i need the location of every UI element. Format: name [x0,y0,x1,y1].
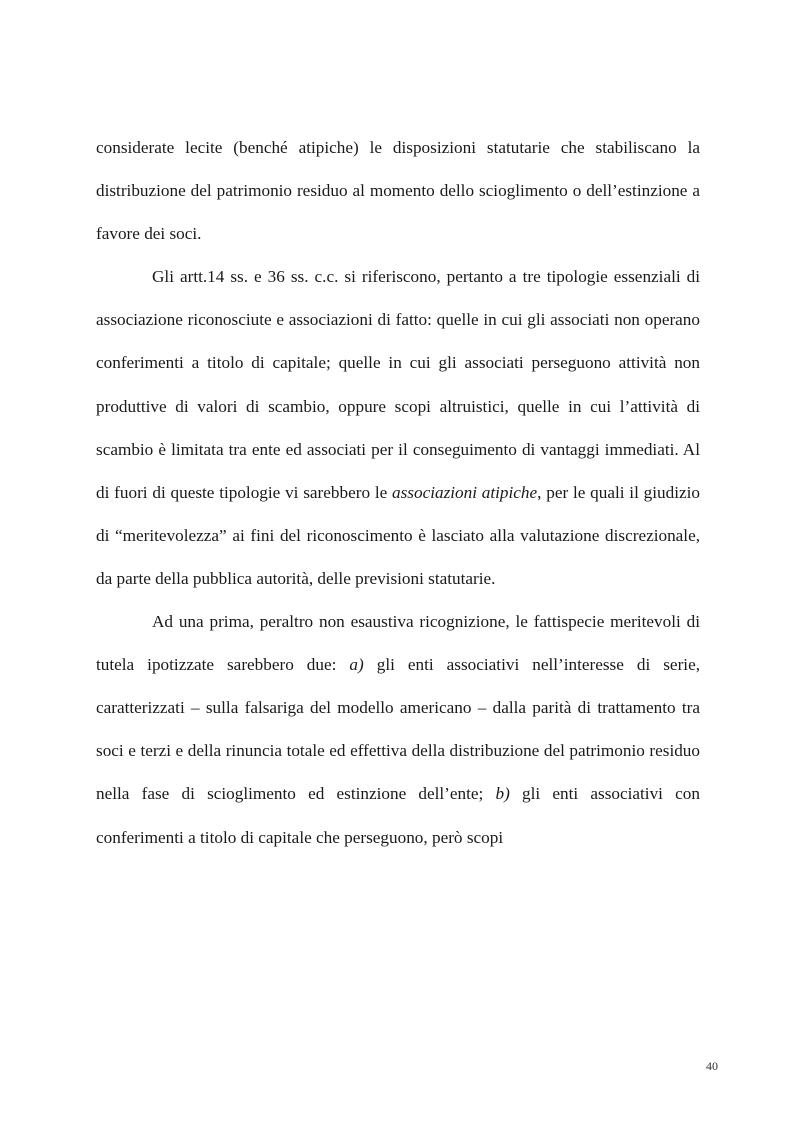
body-text [96,126,700,859]
list-marker-b: b) [495,784,510,804]
paragraph-1-text: considerate lecite (benché atipiche) le disposizioni statutarie che stabiliscano la distribuzione del patrimonio residuo al momento dello scioglimento o dell’estinzione a favore dei soci. [96,138,700,244]
paragraph-2-text-a: Gli artt.14 ss. e 36 ss. c.c. si riferiscono, pertanto a tre tipologie essenziali di associazione riconosciute e associazioni di fatto: quelle in cui gli associati non operano conferimenti a titolo di capitale; quelle in cui gli associati perseguono attività non produttive di valori di scambio, oppure scopi altruistici, quelle in cui l’attività di scambio è limitata tra ente ed associati per il conseguimento di vantaggi immediati. Al di fuori di queste tipologie vi sarebbero le [96,267,700,502]
paragraph-2-text-b: , per le quali il giudizio di “meritevolezza” ai fini del riconoscimento è lasciato alla valutazione discrezionale, da parte della pubblica autorità, delle previsioni statutarie. [96,482,700,588]
paragraph-1 [96,126,700,255]
paragraph-3 [96,600,700,859]
italic-term-associazioni-atipiche: associazioni atipiche [392,482,538,502]
page-number: 40 [706,1059,718,1073]
paragraph-2 [96,255,700,600]
list-marker-a: a) [349,655,364,675]
paragraph-3-text-c: gli enti associativi con conferimenti a titolo di capitale che perseguono, però scopi [96,784,700,847]
paragraph-3-text-a: Ad una prima, peraltro non esaustiva ricognizione, le fattispecie meritevoli di tutela ipotizzate sarebbero due: [96,612,700,675]
paragraph-3-text-b: gli enti associativi nell’interesse di serie, caratterizzati – sulla falsariga del modello americano – dalla parità di trattamento tra soci e terzi e della rinuncia totale ed effettiva della distribuzione del patrimonio residuo nella fase di scioglimento ed estinzione dell’ente; [96,655,700,804]
